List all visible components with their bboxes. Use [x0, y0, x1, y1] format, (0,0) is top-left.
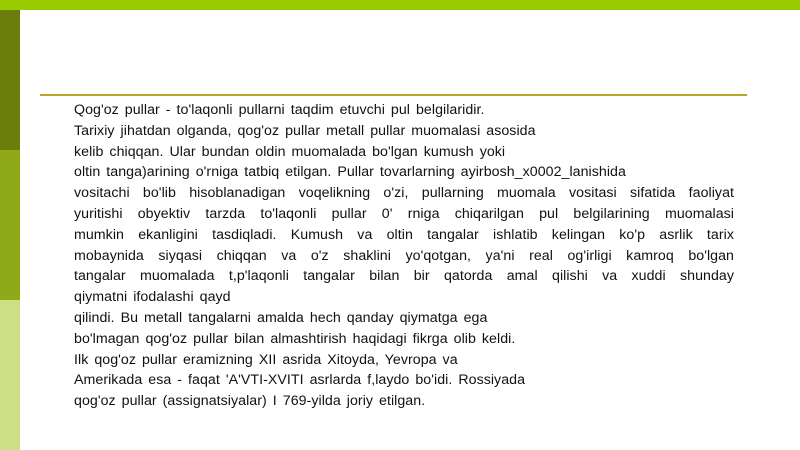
text-line-13: Ilk qog'oz pullar eramizning XII asrida Xitoyda, Yevropa va	[74, 351, 458, 368]
side-accent-block-middle	[0, 150, 20, 300]
text-line-10: qiymatni ifodalashi qayd	[74, 289, 231, 306]
slide-body-text	[74, 100, 754, 412]
text-line-11: qilindi. Bu metall tangalarni amalda hech qanday qiymatga ega	[74, 309, 488, 326]
text-line-6: yuritishi obyektiv tarzda to'laqonli pullar 0' rniga chiqarilgan pul belgilarining muomalasi	[74, 205, 734, 222]
text-line-7: mumkin ekanligini tasdiqladi. Kumush va oltin tangalar ishlatib kelingan ko'p asrlik tarix	[74, 226, 734, 243]
side-accent-block-bottom	[0, 300, 20, 450]
text-line-1: Qog'oz pullar - to'laqonli pullarni taqdim etuvchi pul belgilaridir.	[74, 102, 485, 118]
text-line-12: bo'lmagan qog'oz pullar bilan almashtirish haqidagi fikrga olib keldi.	[74, 330, 516, 347]
title-divider-line	[40, 94, 747, 96]
top-accent-bar	[0, 0, 800, 10]
text-line-15: qog'oz pullar (assignatsiyalar) I 769-yilda joriy etilgan.	[74, 393, 426, 410]
text-line-8: mobaynida siyqasi chiqqan va o'z shaklini yo'qotgan, ya'ni real og'irligi kamroq bo'lgan	[74, 247, 734, 264]
text-line-5: vositachi bo'lib hisoblanadigan voqelikning o'zi, pullarning muomala vositasi sifatida faoliyat	[74, 185, 734, 202]
text-line-9: tangalar muomalada t,p'laqonli tangalar bilan bir qatorda amal qilishi va xuddi shunday	[74, 268, 734, 285]
text-line-3: kelib chiqqan. Ular bundan oldin muomalada bo'lgan kumush yoki	[74, 143, 506, 160]
text-line-2: Tarixiy jihatdan olganda, qog'oz pullar metall pullar muomalasi asosida	[74, 122, 536, 139]
text-line-14: Amerikada esa - faqat 'A'VTI-XVITI asrlarda f,laydo bo'idi. Rossiyada	[74, 372, 526, 389]
text-line-4: oltin tanga)arining o'rniga tatbiq etilgan. Pullar tovarlarning ayirbosh_x0002_lanishida	[74, 164, 626, 181]
side-accent-block-top	[0, 10, 20, 150]
